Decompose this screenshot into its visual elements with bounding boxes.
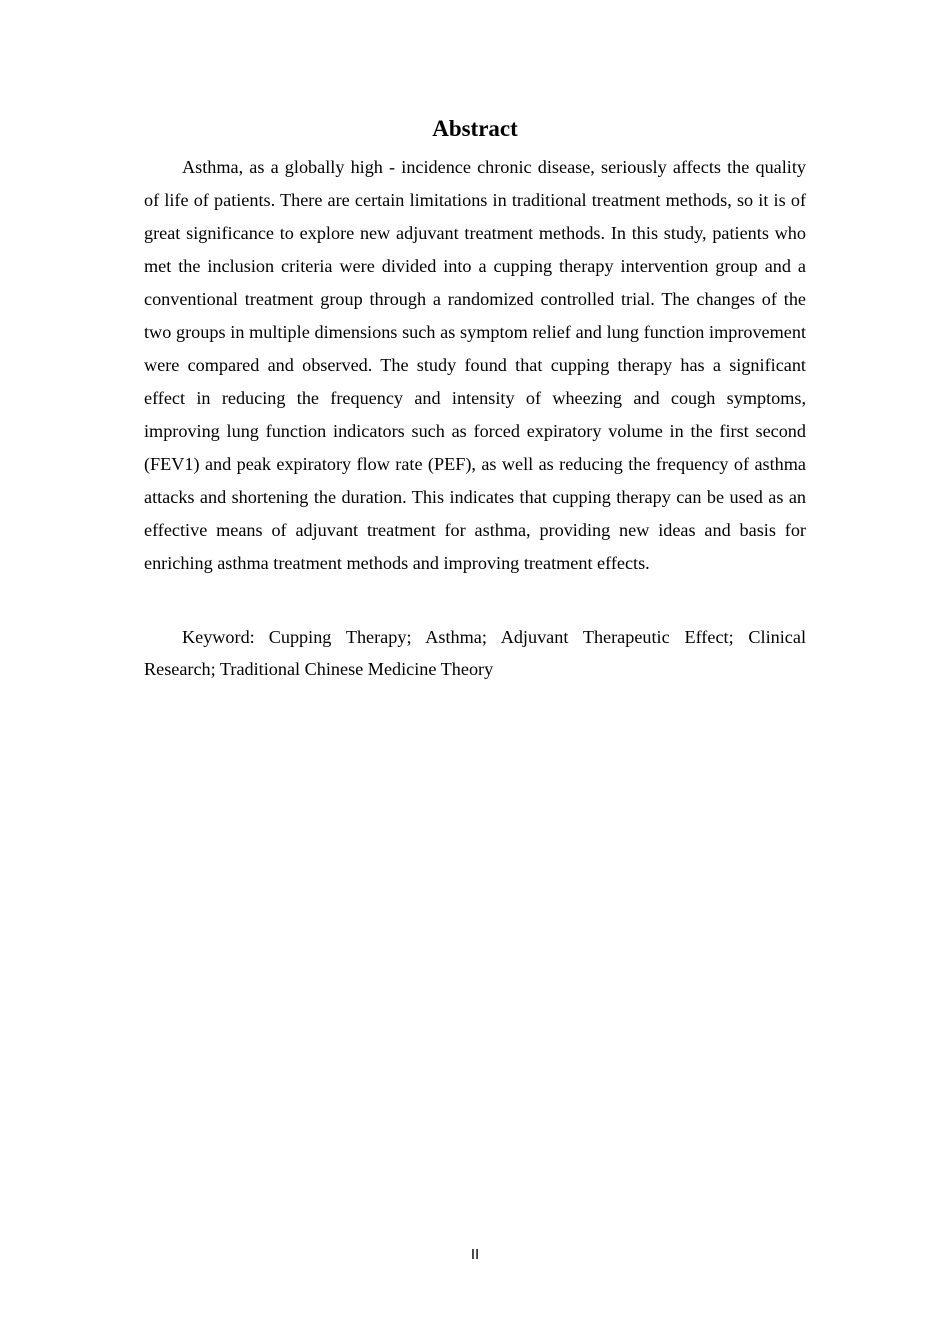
keywords-label: Keyword:: [182, 627, 255, 647]
keywords-paragraph: [144, 621, 806, 685]
keywords-list: Cupping Therapy; Asthma; Adjuvant Therapeutic Effect; Clinical Research; Traditional Chinese Medicine Theory: [144, 627, 806, 679]
abstract-body: Asthma, as a globally high - incidence chronic disease, seriously affects the quality of life of patients. There are certain limitations in traditional treatment methods, so it is of great significance to explore new adjuvant treatment methods. In this study, patients who met the inclusion criteria were divided into a cupping therapy intervention group and a conventional treatment group through a randomized controlled trial. The changes of the two groups in multiple dimensions such as symptom relief and lung function improvement were compared and observed. The study found that cupping therapy has a significant effect in reducing the frequency and intensity of wheezing and cough symptoms, improving lung function indicators such as forced expiratory volume in the first second (FEV1) and peak expiratory flow rate (PEF), as well as reducing the frequency of asthma attacks and shortening the duration. This indicates that cupping therapy can be used as an effective means of adjuvant treatment for asthma, providing new ideas and basis for enriching asthma treatment methods and improving treatment effects.: [144, 157, 806, 573]
abstract-title: Abstract: [432, 116, 518, 141]
page-number: II: [470, 1246, 480, 1263]
